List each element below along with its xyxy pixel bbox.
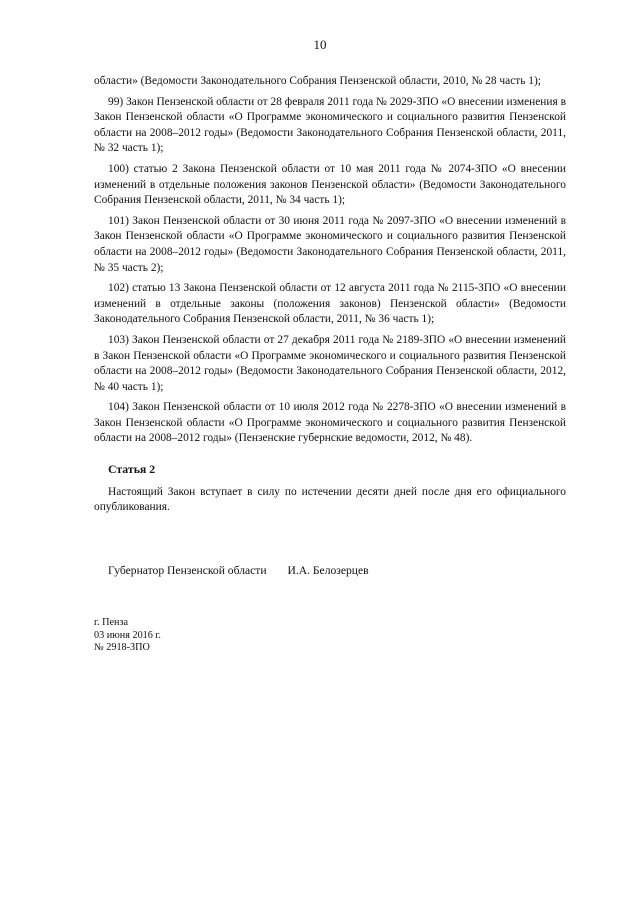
article-2-text: Настоящий Закон вступает в силу по истечении десяти дней после дня его официального опубликования.: [94, 485, 566, 514]
article-2-heading: Статья 2: [108, 462, 156, 477]
list-item-102: 102) статью 13 Закона Пензенской области от 12 августа 2011 года № 2115-ЗПО «О внесении изменений в отдельные законы (положения законов) Пензенской области» (Ведомости Законодательного Собрания Пензенской области, 2011, № 36 часть 1);: [94, 282, 566, 326]
list-item-99: 99) Закон Пензенской области от 28 февраля 2011 года № 2029-ЗПО «О внесении изменения в Закон Пензенской области «О Программе экономического и социального развития Пензенской области на 2008–2012 годы» (Ведомости Законодательного Собрания Пензенской области, 2011, № 32 часть 1);: [94, 95, 566, 155]
document-meta: [94, 617, 161, 655]
list-item-101: 101) Закон Пензенской области от 30 июня 2011 года № 2097-ЗПО «О внесении изменений в Закон Пензенской области «О Программе экономического и социального развития Пензенской области на 2008–2012 годы» (Ведомости Законодательного Собрания Пензенской области, 2011, № 35 часть 2);: [94, 214, 566, 274]
list-item-100: 100) статью 2 Закона Пензенской области от 10 мая 2011 года № 2074-ЗПО «О внесении изменений в отдельные положения законов Пензенской области» (Ведомости Законодательного Собрания Пензенской области, 2011, № 34 часть 1);: [94, 162, 566, 207]
list-item-103: 103) Закон Пензенской области от 27 декабря 2011 года № 2189-ЗПО «О внесении изменений в Закон Пензенской области «О Программе экономического и социального развития Пензенской области на 2008–2012 годы» (Ведомости Законодательного Собрания Пензенской области, 2012, № 40 часть 1);: [94, 333, 566, 393]
signature-block: [108, 564, 369, 577]
signature-title: Губернатор Пензенской области: [108, 564, 267, 577]
meta-date: 03 июня 2016 г.: [94, 629, 161, 641]
document-body: [94, 74, 566, 521]
list-item-104: 104) Закон Пензенской области от 10 июля 2012 года № 2278-ЗПО «О внесении изменений в Закон Пензенской области «О Программе экономического и социального развития Пензенской области на 2008–2012 годы» (Пензенские губернские ведомости, 2012, № 48).: [94, 401, 566, 445]
meta-number: № 2918-ЗПО: [94, 642, 150, 654]
meta-city: г. Пенза: [94, 617, 128, 628]
signature-name: И.А. Белозерцев: [287, 564, 369, 577]
page-number: 10: [313, 37, 327, 52]
list-item-continuation: области» (Ведомости Законодательного Собрания Пензенской области, 2010, № 28 часть 1);: [94, 75, 541, 87]
